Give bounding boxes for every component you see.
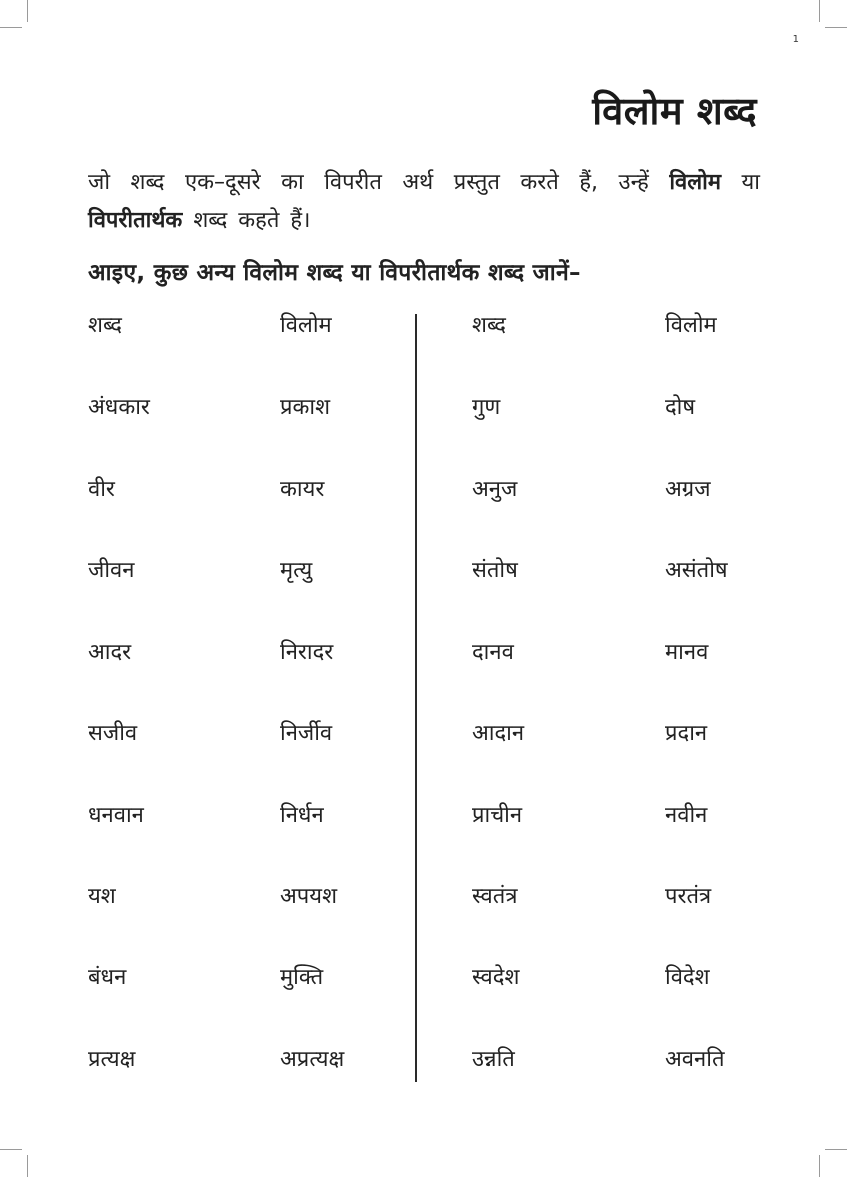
- intro-bold-vipritarthak: विपरीतार्थक: [88, 208, 183, 233]
- crop-mark-top-left: [27, 0, 28, 22]
- crop-mark-right-top: [825, 27, 847, 28]
- antonym-cell: दोष: [665, 395, 696, 420]
- antonym-cell: नवीन: [665, 803, 708, 828]
- header-word-left: शब्द: [88, 313, 122, 338]
- word-cell: सजीव: [88, 721, 138, 746]
- crop-mark-bottom-right: [819, 1155, 820, 1177]
- word-cell: स्वतंत्र: [472, 884, 518, 909]
- antonym-cell: असंतोष: [665, 558, 728, 583]
- word-cell: बंधन: [88, 965, 127, 990]
- header-antonym-left: विलोम: [280, 313, 332, 338]
- antonym-cell: परतंत्र: [665, 884, 712, 909]
- word-cell: जीवन: [88, 558, 135, 583]
- crop-mark-bottom-left: [27, 1155, 28, 1177]
- antonym-cell: अवनति: [665, 1047, 725, 1072]
- antonym-cell: निर्जीव: [280, 721, 333, 746]
- page-title: विलोम शब्द: [592, 89, 757, 133]
- word-cell: गुण: [472, 395, 501, 420]
- antonym-cell: प्रदान: [665, 721, 708, 746]
- word-cell: संतोष: [472, 558, 518, 583]
- word-cell: प्राचीन: [472, 803, 523, 828]
- antonym-cell: अप्रत्यक्ष: [280, 1047, 345, 1072]
- crop-mark-top-right: [819, 0, 820, 22]
- word-cell: स्वदेश: [472, 965, 520, 990]
- word-cell: अनुज: [472, 477, 518, 502]
- word-cell: प्रत्यक्ष: [88, 1047, 136, 1072]
- antonym-cell: अपयश: [280, 884, 338, 909]
- word-cell: यश: [88, 884, 116, 909]
- antonym-cell: अग्रज: [665, 477, 711, 502]
- antonym-cell: प्रकाश: [280, 395, 331, 420]
- word-cell: दानव: [472, 640, 514, 665]
- antonym-cell: मुक्ति: [280, 965, 324, 990]
- header-antonym-right: विलोम: [665, 313, 717, 338]
- intro-text-3: शब्द कहते हैं।: [182, 208, 311, 233]
- intro-text-1: जो शब्द एक–दूसरे का विपरीत अर्थ प्रस्तुत करते हैं, उन्हें: [88, 170, 670, 195]
- crop-mark-left-top: [0, 27, 22, 28]
- antonym-cell: विदेश: [665, 965, 710, 990]
- word-cell: धनवान: [88, 803, 144, 828]
- word-cell: अंधकार: [88, 395, 150, 420]
- crop-mark-left-bottom: [0, 1149, 22, 1150]
- intro-bold-vilom: विलोम: [669, 170, 722, 195]
- antonym-cell: मानव: [665, 640, 709, 665]
- antonym-cell: निरादर: [280, 640, 334, 665]
- intro-paragraph: [88, 164, 760, 240]
- header-word-right: शब्द: [472, 313, 506, 338]
- word-cell: उन्नति: [472, 1047, 515, 1072]
- subheading: आइए, कुछ अन्य विलोम शब्द या विपरीतार्थक शब्द जानें–: [88, 260, 581, 286]
- antonym-cell: निर्धन: [280, 803, 324, 828]
- word-cell: आदान: [472, 721, 525, 746]
- word-cell: आदर: [88, 640, 132, 665]
- word-cell: वीर: [88, 477, 115, 502]
- crop-mark-right-bottom: [825, 1149, 847, 1150]
- column-divider: [415, 314, 417, 1082]
- antonym-cell: मृत्यु: [280, 558, 313, 583]
- page-number: 1: [792, 34, 799, 45]
- intro-text-2: या: [721, 170, 760, 195]
- antonym-cell: कायर: [280, 477, 325, 502]
